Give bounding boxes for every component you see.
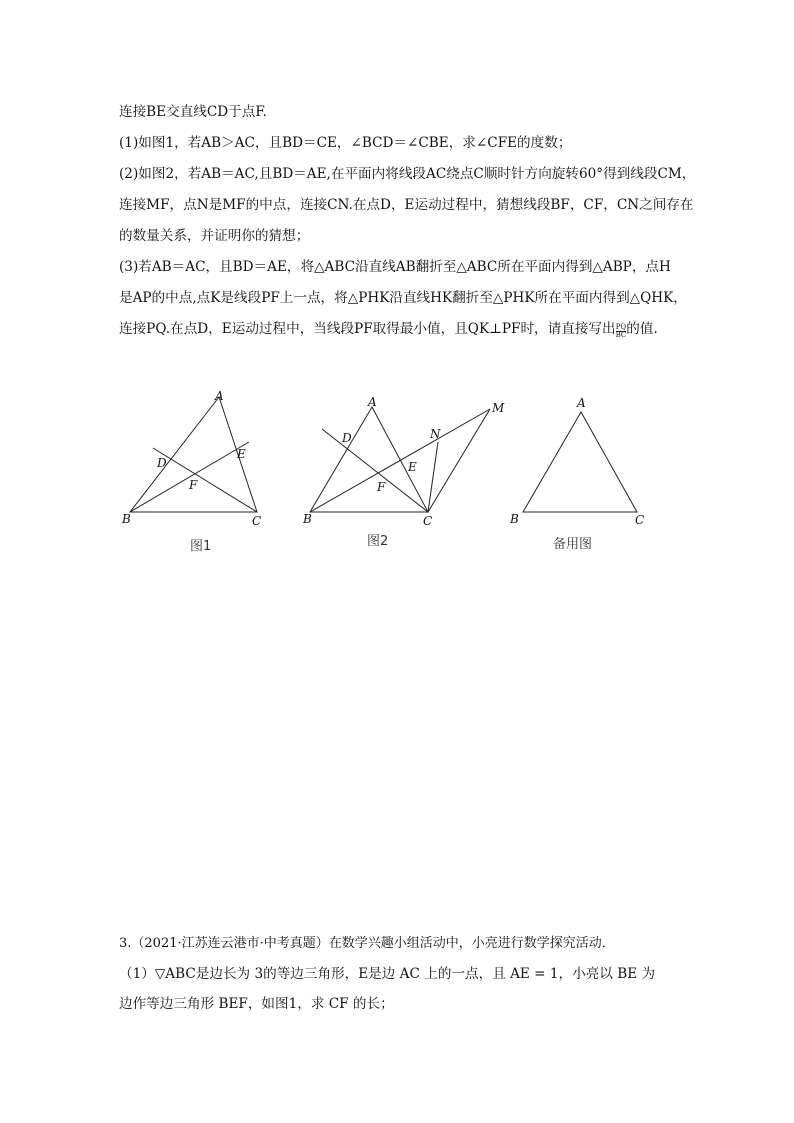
problem2-part3-line2: 是AP的中点,点K是线段PF上一点，将△PHK沿直线HK翻折至△PHK所在平面内得到△QHK， [119,290,687,306]
fig1-label-c: C [252,514,262,528]
problem2-part3-line1: (3)若AB＝AC，且BD＝AE，将△ABC沿直线AB翻折至△ABC所在平面内得到△ABP，点H [119,259,671,275]
problem3-heading: 3.（2021·江苏连云港市·中考真题）在数学兴趣小组活动中，小亮进行数学探究活动． [119,936,615,951]
problem3-part1-line1: （1）▽ABC是边长为 3的等边三角形，E是边 AC 上的一点，且 AE = 1，小亮以 BE 为 [119,966,656,982]
figure-2 [295,395,515,535]
figure-1 [115,385,275,535]
problem2-part3-line3 [119,320,658,339]
fig2-label-c: C [423,514,433,528]
problem2-line1: 连接BE交直线CD于点F. [119,104,268,120]
fig1-label-b: B [122,512,131,526]
fig2-label-n: N [430,427,441,441]
problem3-part1-line2: 边作等边三角形 BEF，如图1，求 CF 的长； [119,996,394,1012]
fig2-label-m: M [492,401,505,415]
problem2-part2-line1: (2)如图2，若AB＝AC,且BD＝AE,在平面内将线段AC绕点C顺时针方向旋转60°得到线段CM， [119,166,696,182]
fig2-line-cm [428,409,490,512]
fig3-label-b: B [510,512,519,526]
part3-line3-text: 连接PQ.在点D，E运动过程中，当线段PF取得最小值，且QK⊥PF时，请直接写出 [119,321,616,337]
figure-3-spare [505,393,655,533]
fig2-line-bm [310,409,490,512]
problem2-part2-line2: 连接MF，点N是MF的中点，连接CN.在点D，E运动过程中，猜想线段BF，CF，CN之间存在 [119,197,694,213]
fig2-label-e: E [408,460,417,474]
part3-line3-tail: 的值. [626,321,658,337]
fig3-label-c: C [635,513,645,527]
fig1-label-d: D [157,456,167,470]
fig2-label-d: D [342,431,352,445]
fig2-label-a: A [368,395,377,409]
fig1-label-e: E [237,447,246,461]
fig3-label-a: A [577,396,586,410]
fig1-caption: 图1 [190,539,212,554]
fig2-caption: 图2 [367,534,389,549]
fig1-label-a: A [215,389,224,403]
fraction-pq-over-bc [616,324,627,339]
problem2-part1: (1)如图1，若AB＞AC，且BD＝CE，∠BCD＝∠CBE，求∠CFE的度数； [119,135,572,151]
fig2-label-b: B [303,512,312,526]
fig1-line-be [130,442,249,512]
fig2-line-cn [428,442,438,512]
problem2-part2-line3: 的数量关系，并证明你的猜想； [119,228,310,244]
fig1-label-f: F [189,478,198,492]
fraction-denominator: BC [615,331,627,339]
fig2-label-f: F [377,480,386,494]
fraction-numerator: PQ [615,323,627,331]
fig3-caption: 备用图 [553,537,593,552]
fig3-triangle-abc [523,412,637,512]
